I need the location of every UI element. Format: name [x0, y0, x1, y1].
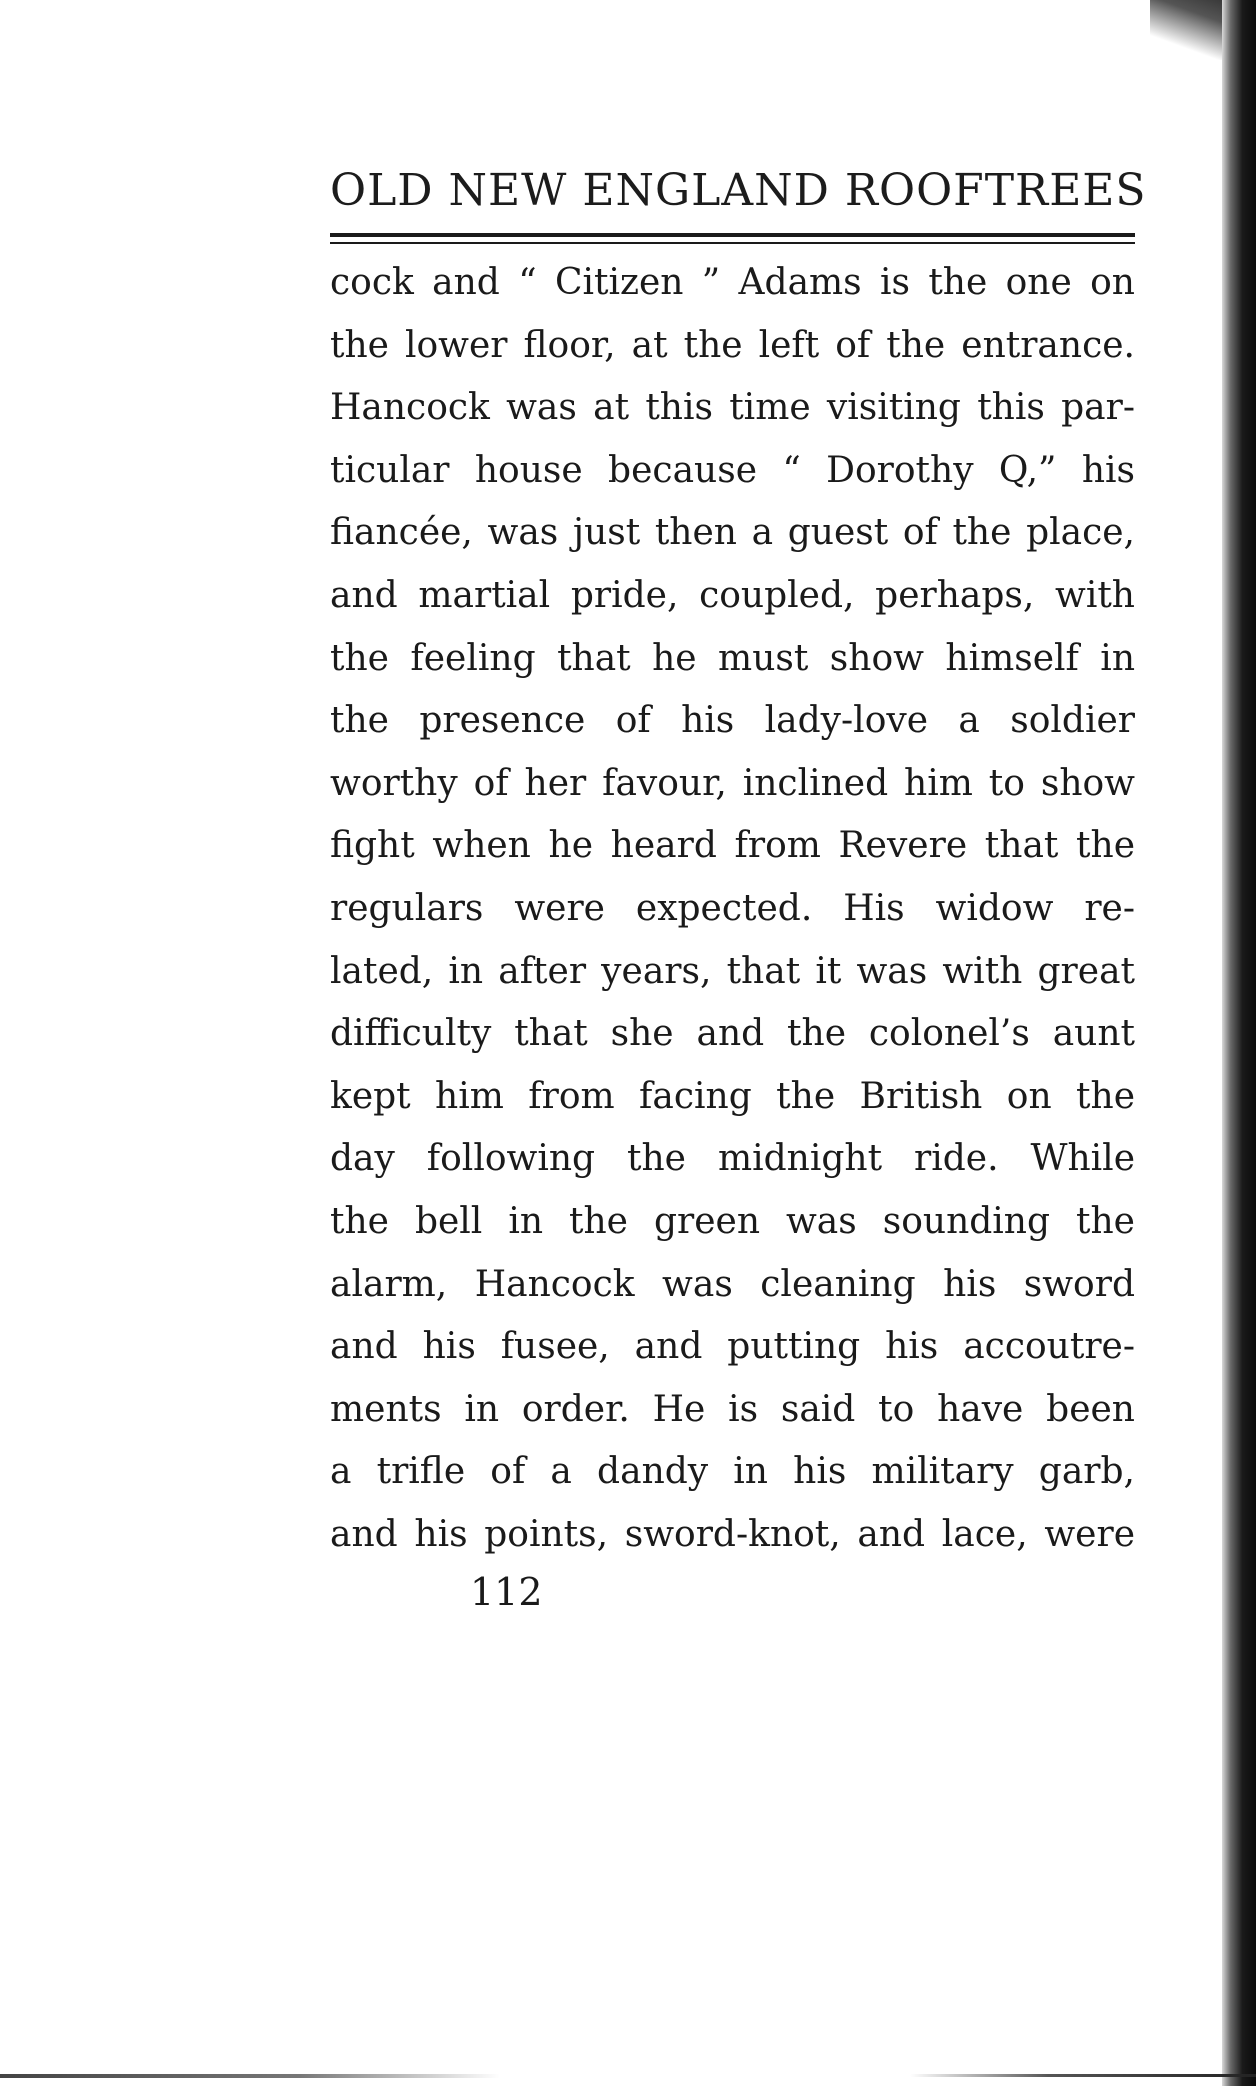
- text-line: regulars were expected. His widow re-: [330, 887, 1135, 929]
- text-line: alarm, Hancock was cleaning his sword: [330, 1263, 1135, 1305]
- text-line: ments in order. He is said to have been: [330, 1388, 1135, 1430]
- text-line: and his fusee, and putting his accoutre-: [330, 1326, 1135, 1368]
- text-line: fiancée, was just then a guest of the place,: [330, 512, 1135, 554]
- header-rule-thick: [330, 233, 1135, 237]
- text-line: a trifle of a dandy in his military garb,: [330, 1451, 1135, 1493]
- running-head: OLD NEW ENGLAND ROOFTREES: [330, 165, 1147, 216]
- text-line: the presence of his lady-love a soldier: [330, 700, 1135, 742]
- text-line: the lower floor, at the left of the entrance.: [330, 324, 1135, 366]
- text-line: the bell in the green was sounding the: [330, 1200, 1135, 1242]
- scan-page-edge: [1222, 0, 1256, 2086]
- text-line: ticular house because “ Dorothy Q,” his: [330, 449, 1135, 491]
- page-number: 112: [470, 1570, 543, 1614]
- text-line: worthy of her favour, inclined him to show: [330, 762, 1135, 804]
- text-line: day following the midnight ride. While: [330, 1138, 1135, 1180]
- text-line: cock and “ Citizen ” Adams is the one on: [330, 262, 1135, 303]
- text-line: and martial pride, coupled, perhaps, with: [330, 574, 1135, 616]
- text-line: the feeling that he must show himself in: [330, 637, 1135, 679]
- text-line: Hancock was at this time visiting this par-: [330, 387, 1135, 429]
- text-line: kept him from facing the British on the: [330, 1075, 1135, 1117]
- header-rule-thin: [330, 242, 1135, 244]
- text-line: and his points, sword-knot, and lace, were: [330, 1513, 1135, 1555]
- body-text: [330, 252, 1135, 1566]
- text-line: fight when he heard from Revere that the: [330, 825, 1135, 867]
- text-line: difficulty that she and the colonel’s aunt: [330, 1013, 1135, 1055]
- scan-bottom-edge-right: [910, 2074, 1256, 2077]
- scan-bottom-edge-left: [0, 2074, 500, 2078]
- text-line: lated, in after years, that it was with great: [330, 950, 1135, 992]
